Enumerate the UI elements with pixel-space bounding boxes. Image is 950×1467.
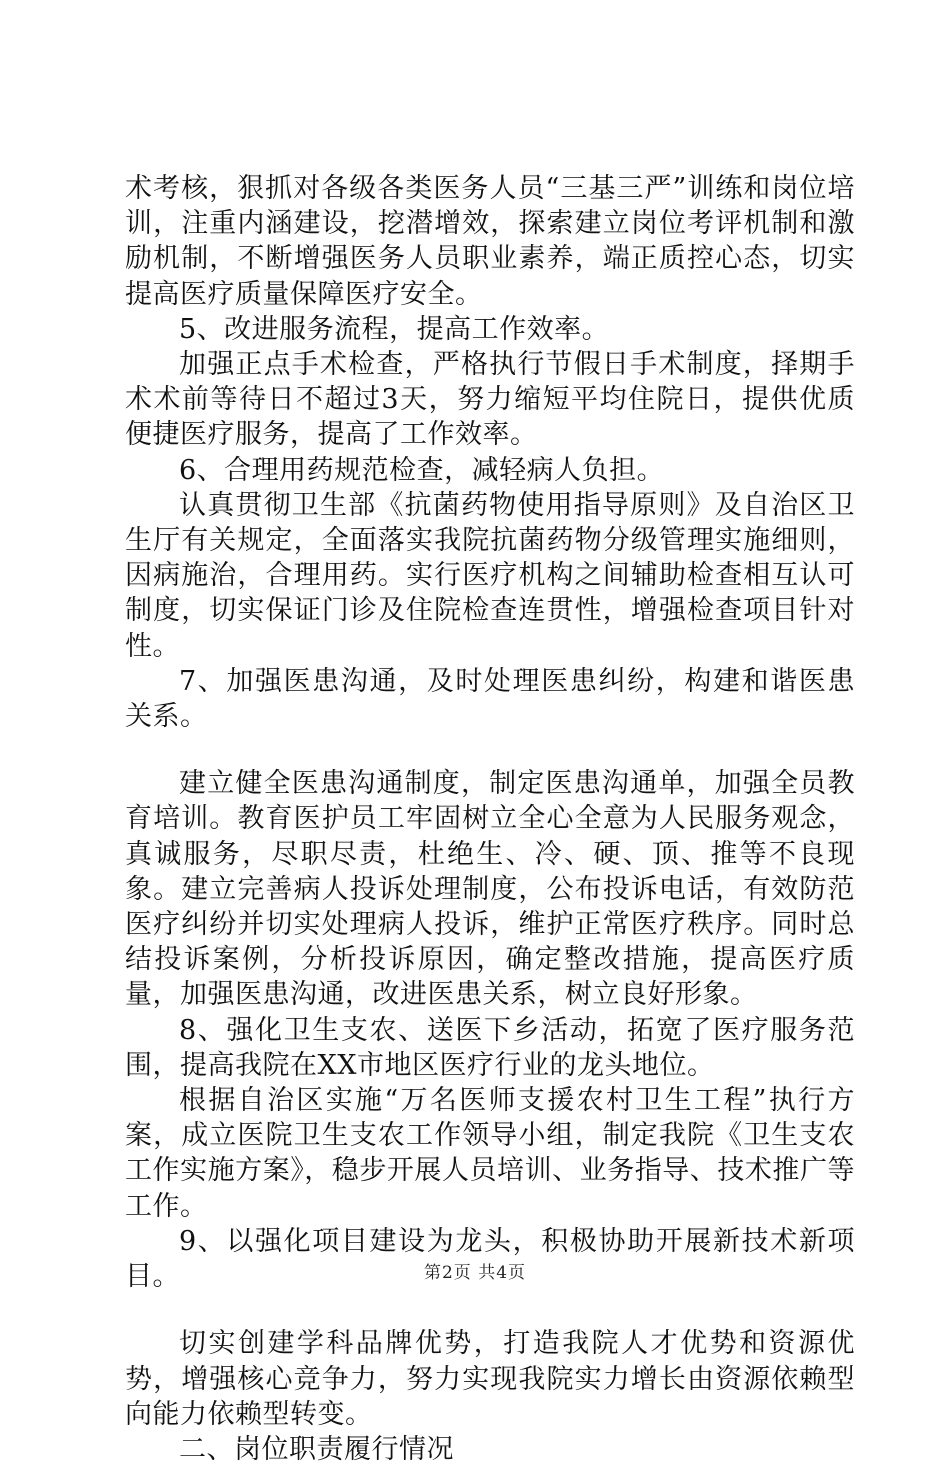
page-footer: 第2页 共4页 [423,1263,527,1283]
heading-item-5: 5、改进服务流程，提高工作效率。 [179,313,610,345]
paragraph-rural-support: 根据自治区实施“万名医师支援农村卫生工程”执行方案，成立医院卫生支农工作领导小组，制定我院《卫生支农工作实施方案》，稳步开展人员培训、业务指导、技术推广等工作。 [125,1085,855,1222]
section-heading-duties: 二、岗位职责履行情况 [179,1433,454,1465]
paragraph-rational-drug-use: 认真贯彻卫生部《抗菌药物使用指导原则》及自治区卫生厅有关规定，全面落实我院抗菌药物分级管理实施细则，因病施治，合理用药。实行医疗机构之间辅助检查相互认可制度，切实保证门诊及住院检查连贯性，增强检查项目针对性。 [125,489,855,662]
paragraph-service-process: 加强正点手术检查，严格执行节假日手术制度，择期手术术前等待日不超过3天，努力缩短平均住院日，提供优质便捷医疗服务，提高了工作效率。 [125,349,855,451]
paragraph-discipline-brand: 切实创建学科品牌优势，打造我院人才优势和资源优势，增强核心竞争力，努力实现我院实力增长由资源依赖型向能力依赖型转变。 [125,1328,855,1430]
heading-item-9: 9、以强化项目建设为龙头，积极协助开展新技术新项目。 [125,1225,855,1293]
heading-item-6: 6、合理用药规范检查，减轻病人负担。 [179,454,665,486]
heading-item-8: 8、强化卫生支农、送医下乡活动，拓宽了医疗服务范围，提高我院在XX市地区医疗行业的龙头地位。 [125,1014,855,1081]
paragraph-continuation: 术考核，狠抓对各级各类医务人员“三基三严”训练和岗位培训，注重内涵建设，挖潜增效，探索建立岗位考评机制和激励机制，不断增强医务人员职业素养，端正质控心态，切实提高医疗质量保障医疗安全。 [125,173,855,310]
heading-item-7: 7、加强医患沟通，及时处理医患纠纷，构建和谐医患关系。 [125,665,855,733]
paragraph-doctor-patient-communication: 建立健全医患沟通制度，制定医患沟通单，加强全员教育培训。教育医护员工牢固树立全心全意为人民服务观念，真诚服务，尽职尽责，杜绝生、冷、硬、顶、推等不良现象。建立完善病人投诉处理制度，公布投诉电话，有效防范医疗纠纷并切实处理病人投诉，维护正常医疗秩序。同时总结投诉案例，分析投诉原因，确定整改措施，提高医疗质量，加强医患沟通，改进医患关系，树立良好形象。 [125,768,855,1011]
